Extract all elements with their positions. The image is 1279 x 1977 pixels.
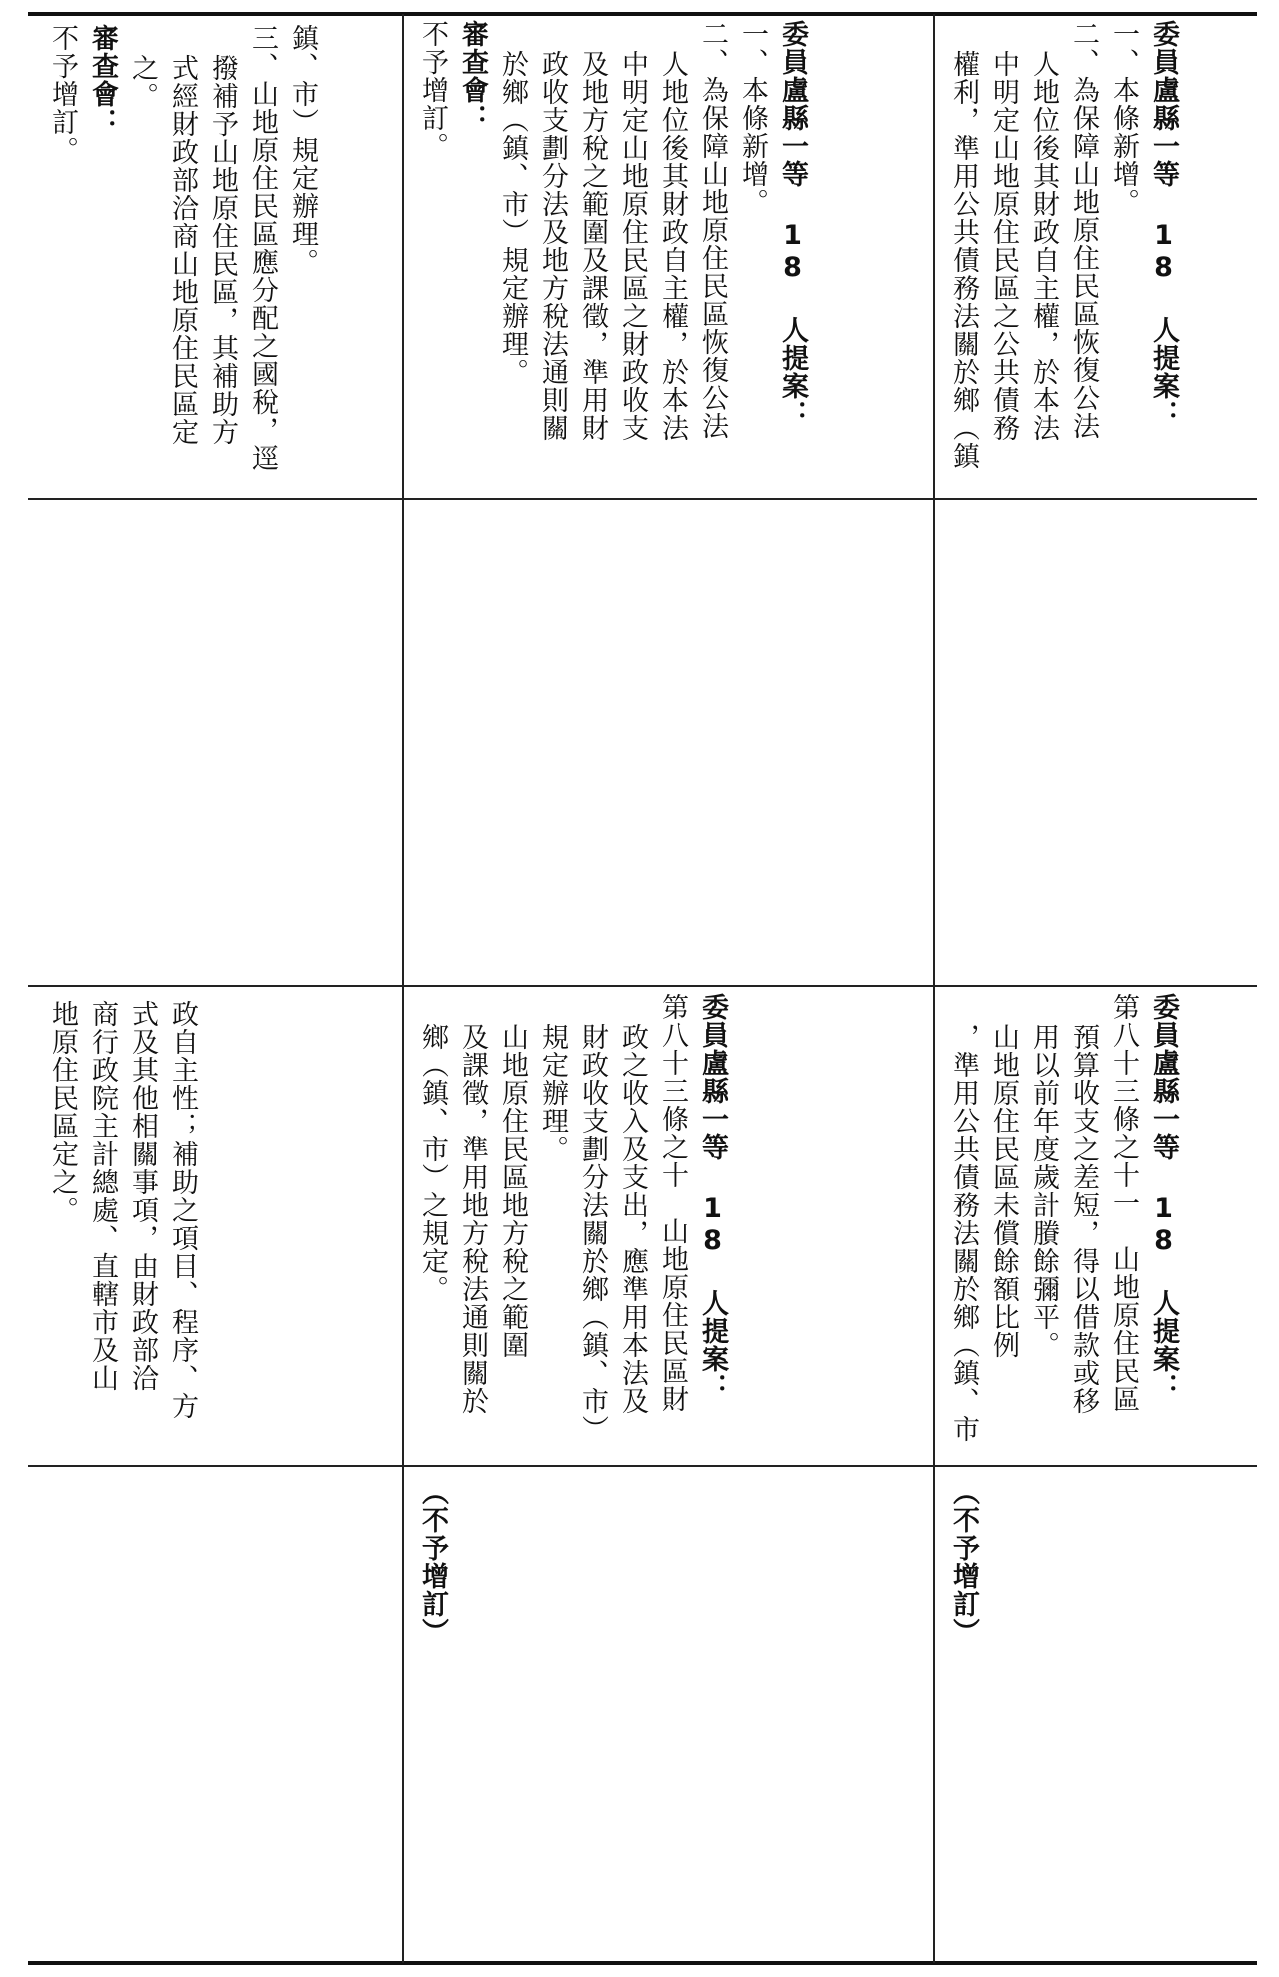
amendment-cell-3 (943, 993, 1183, 1460)
text-line: ，準用公共債務法關於鄉（鎮、市 (948, 1023, 979, 1443)
text-line: 權利，準用公共債務法關於鄉（鎮 (948, 50, 979, 470)
proposal-heading: 委員盧縣一等 18 人提案： (1148, 993, 1179, 1401)
text-line: 二、為保障山地原住民區恢復公法 (697, 20, 728, 440)
original-cell-2 (412, 1478, 452, 1948)
table-top-rule (28, 12, 1257, 16)
no-amendment-label: （不予增訂） (948, 1478, 979, 1646)
reviewer-text: 不予增訂。 (47, 24, 78, 164)
text-line: 地原住民區定之。 (47, 1000, 78, 1224)
text-line: 二、為保障山地原住民區恢復公法 (1068, 20, 1099, 440)
text-line: 式經財政部洽商山地原住民區定 (167, 54, 198, 446)
proposal-heading: 委員盧縣一等 18 人提案： (777, 20, 808, 428)
text-line: 一、本條新增。 (1108, 20, 1139, 216)
text-line: 之。 (127, 54, 158, 110)
table-bottom-rule (28, 1961, 1257, 1965)
text-line: 政收支劃分法及地方稅法通則關 (537, 50, 568, 442)
reviewer-text: 不予增訂。 (417, 20, 448, 160)
text-line: 及地方稅之範圍及課徵，準用財 (577, 50, 608, 442)
column-divider-1 (28, 498, 1257, 500)
text-line: 用以前年度歲計賸餘彌平。 (1028, 1023, 1059, 1359)
explanation-cell-3 (943, 20, 1183, 490)
text-line: 撥補予山地原住民區，其補助方 (207, 54, 238, 446)
explanation-cell-2 (412, 20, 812, 490)
row-divider-2 (933, 14, 935, 1963)
row-divider-1 (402, 14, 404, 1963)
no-amendment-label: （不予增訂） (417, 1478, 448, 1646)
text-line: 山地原住民區地方稅之範圍 (497, 1023, 528, 1359)
text-line: 及課徵，準用地方稅法通則關於 (457, 1023, 488, 1415)
text-line: 鎮、市）規定辦理。 (287, 24, 318, 276)
text-line: 於鄉（鎮、市）規定辦理。 (497, 50, 528, 386)
text-line: 中明定山地原住民區之公共債務 (988, 50, 1019, 442)
text-line: 第八十三條之十一 山地原住民區 (1108, 993, 1139, 1413)
proposal-heading: 委員盧縣一等 18 人提案： (1148, 20, 1179, 428)
original-cell-3 (943, 1478, 983, 1948)
explanation-cell-1 (42, 24, 322, 490)
text-line: 第八十三條之十 山地原住民區財 (657, 993, 688, 1413)
text-line: 政之收入及支出，應準用本法及 (617, 1023, 648, 1415)
amendment-cell-2 (412, 993, 732, 1460)
reviewer-heading: 審查會： (87, 24, 118, 136)
text-line: 財政收支劃分法關於鄉（鎮、市） (577, 1023, 608, 1443)
text-line: 人地位後其財政自主權，於本法 (657, 50, 688, 442)
reviewer-heading: 審查會： (457, 20, 488, 132)
text-line: 山地原住民區未償餘額比例 (988, 1023, 1019, 1359)
text-line: 式及其他相關事項，由財政部洽 (127, 1000, 158, 1392)
text-line: 商行政院主計總處、直轄市及山 (87, 1000, 118, 1392)
column-divider-2 (28, 985, 1257, 987)
text-line: 中明定山地原住民區之財政收支 (617, 50, 648, 442)
column-divider-3 (28, 1465, 1257, 1467)
text-line: 人地位後其財政自主權，於本法 (1028, 50, 1059, 442)
text-line: 規定辦理。 (537, 1023, 568, 1163)
text-line: 預算收支之差短，得以借款或移 (1068, 1023, 1099, 1415)
text-line: 一、本條新增。 (737, 20, 768, 216)
text-line: 政自主性；補助之項目、程序、方 (167, 1000, 198, 1420)
amendment-cell-1 (42, 1000, 202, 1460)
text-line: 鄉（鎮、市）之規定。 (417, 1023, 448, 1303)
text-line: 三、山地原住民區應分配之國稅，逕 (247, 24, 278, 472)
proposal-heading: 委員盧縣一等 18 人提案： (697, 993, 728, 1401)
